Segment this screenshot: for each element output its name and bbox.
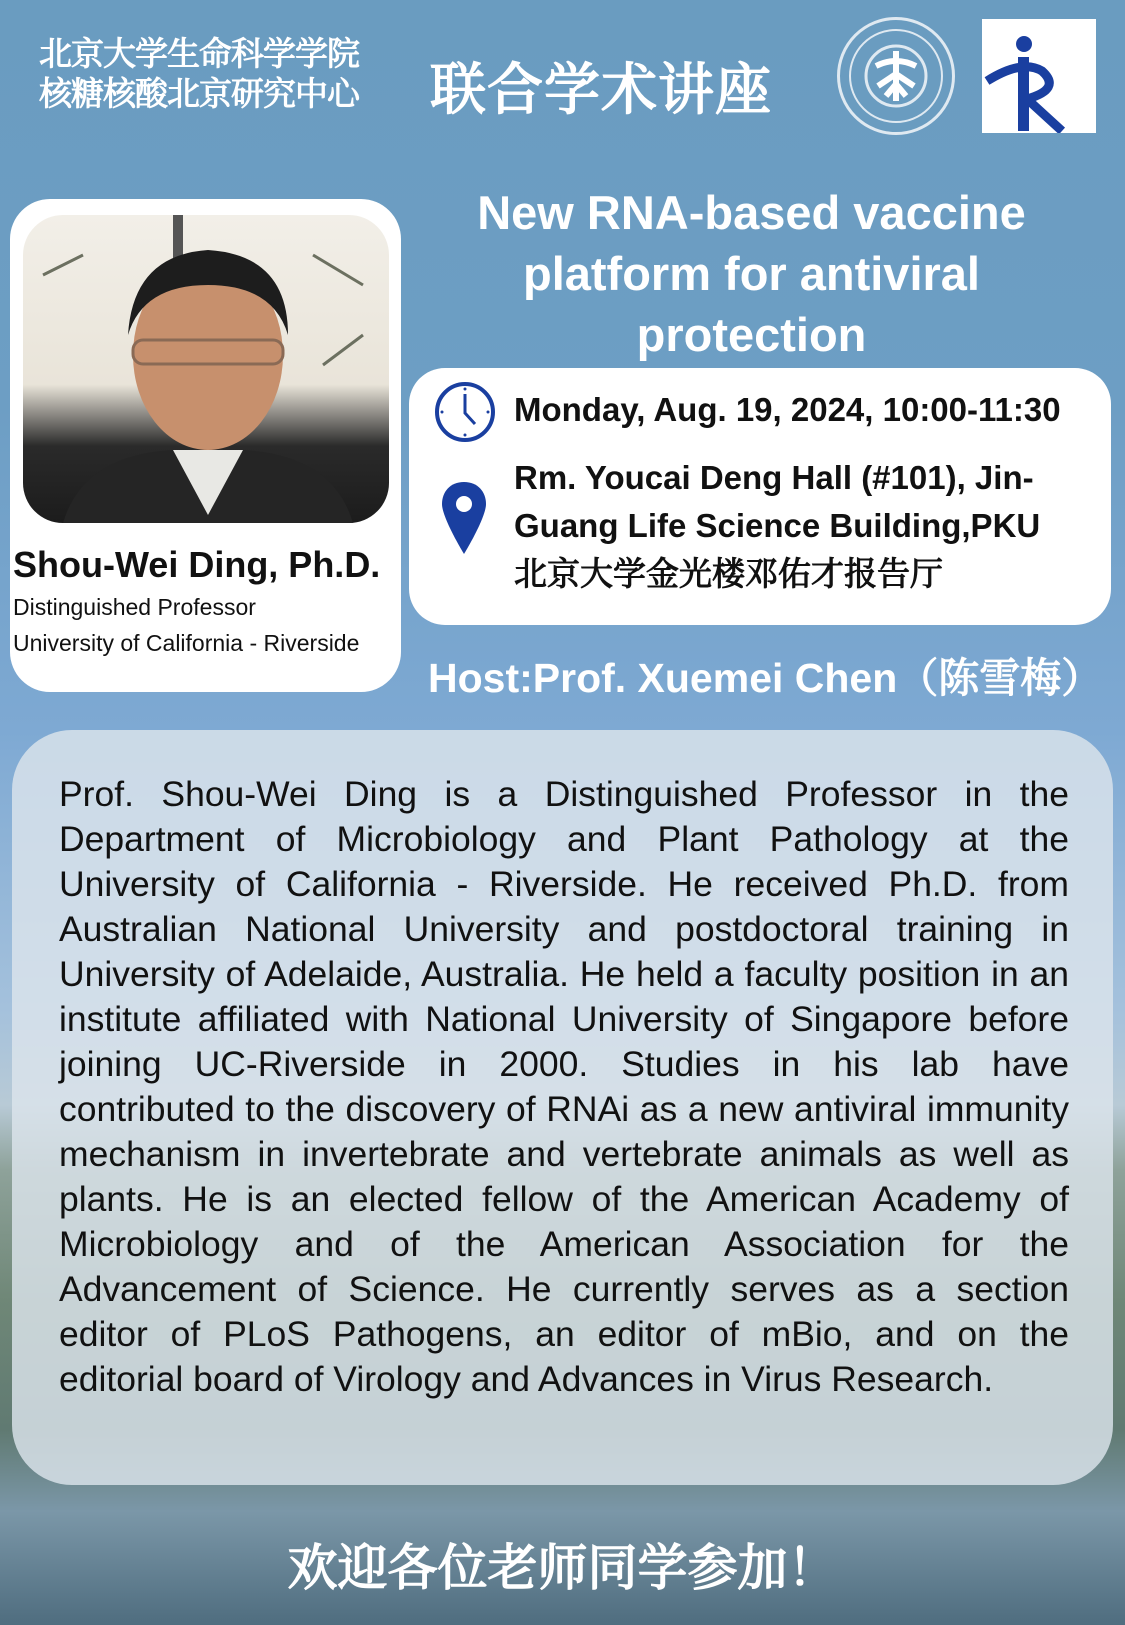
talk-title: New RNA-based vaccine platform for antiviral protection xyxy=(477,186,1026,361)
clock-icon xyxy=(433,380,497,444)
location-line-2: Guang Life Science Building,PKU xyxy=(514,507,1041,544)
speaker-position: Distinguished Professor xyxy=(13,594,256,620)
org-line-1: 北京大学生命科学学院 xyxy=(39,35,359,72)
bio-text: Prof. Shou-Wei Ding is a Distinguished Professor in the Department of Microbiology and Plant Pathology at the University of California - Riverside. He received Ph.D. from Australian National University and postdoctoral training in University of Adelaide, Australia. He held a faculty position in an institute affiliated with National University of Singapore before joining UC-Riverside in 2000. Studies in his lab have contributed to the discovery of RNAi as a new antiviral immunity mechanism in invertebrate and vertebrate animals as well as plants. He is an elected fellow of the American Academy of Microbiology and of the American Association for the Advancement of Science. He currently serves as a section editor of PLoS Pathogens, an editor of mBio, and on the editorial board of Virology and Advances in Virus Research. xyxy=(59,774,1069,1399)
ir-logo xyxy=(982,19,1096,133)
speaker-photo xyxy=(23,215,389,523)
org-line-2: 核糖核酸北京研究中心 xyxy=(39,75,359,112)
event-type-title: 联合学术讲座 xyxy=(430,58,772,121)
welcome-footer: 欢迎各位老师同学参加！ xyxy=(287,1540,838,1596)
event-datetime: Monday, Aug. 19, 2024, 10:00-11:30 xyxy=(514,391,1061,428)
speaker-affiliation: University of California - Riverside xyxy=(13,630,360,656)
location-chinese: 北京大学金光楼邓佑才报告厅 xyxy=(514,555,943,592)
location-line-1: Rm. Youcai Deng Hall (#101), Jin- xyxy=(514,459,1034,496)
host-name: Host:Prof. Xuemei Chen（陈雪梅） xyxy=(428,655,1103,701)
bio-panel xyxy=(12,730,1113,1485)
speaker-name: Shou-Wei Ding, Ph.D. xyxy=(13,544,381,585)
organizer-names xyxy=(39,34,359,114)
location-pin-icon xyxy=(442,482,486,554)
pku-logo xyxy=(837,17,955,135)
info-card xyxy=(409,368,1111,625)
